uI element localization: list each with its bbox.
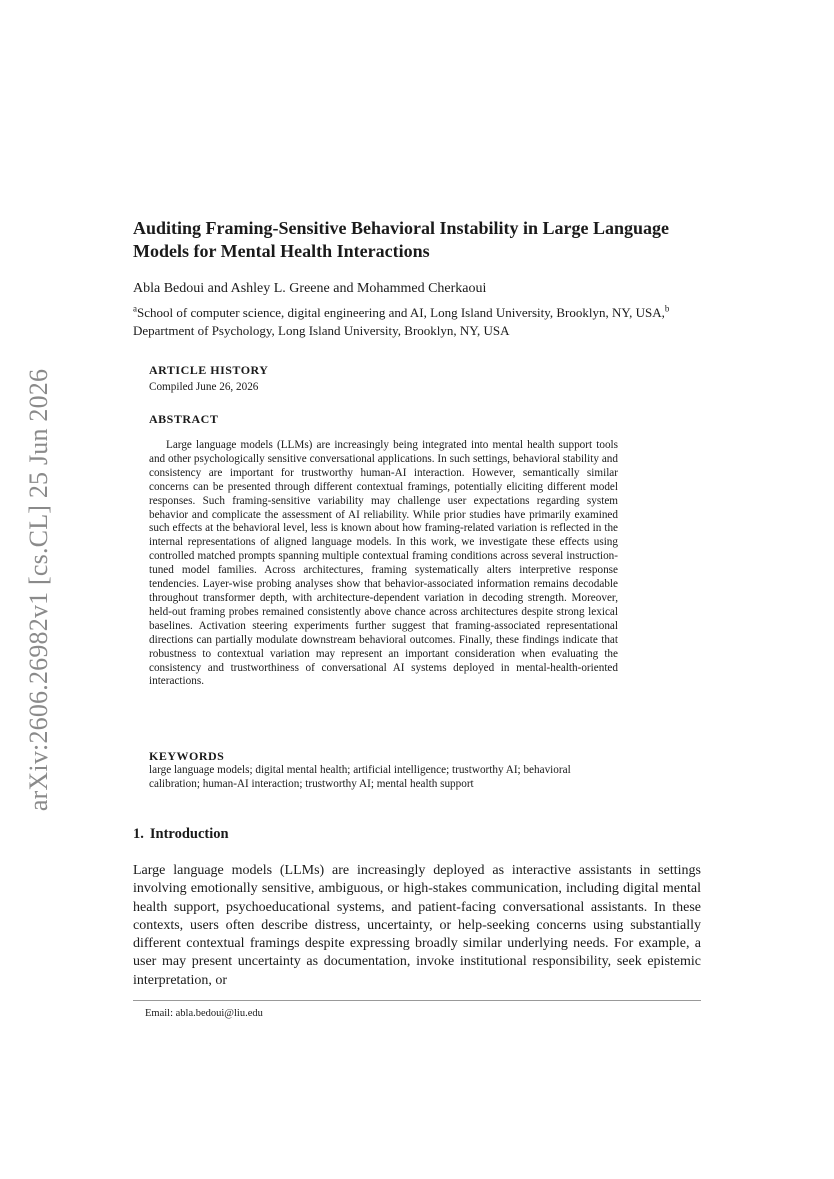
compiled-date: Compiled June 26, 2026 — [149, 381, 259, 393]
footnote-divider — [133, 1000, 701, 1001]
section-title: Introduction — [149, 826, 229, 842]
affiliation-a: School of computer science, digital engineering and AI, Long Island University, Brooklyn, NY, USA, — [137, 305, 665, 320]
affiliation-mark-a: a — [133, 303, 137, 314]
author-list: Abla Bedoui and Ashley L. Greene and Mohammed Cherkaoui — [133, 281, 487, 296]
arxiv-identifier: arXiv:2606.26982v1 [cs.CL] 25 Jun 2026 — [24, 368, 53, 812]
article-history-heading: ARTICLE HISTORY — [149, 363, 269, 377]
abstract-text: Large language models (LLMs) are increasingly being integrated into mental health support tools and other psychologically sensitive conversational applications. In such settings, behavioral stability and consistency are important for trustworthy human-AI interaction. However, semantically similar concerns can be presented through different contextual framings, potentially eliciting different model responses. Such framing-sensitive variability may challenge user expectations regarding system behavior and complicate the assessment of AI reliability. While prior studies have primarily examined such effects at the behavioral level, less is known about how framing-related variation is reflected in the internal representations of aligned language models. In this work, we investigate these effects using controlled matched prompts spanning multiple contextual framing conditions across several instruction-tuned model families. Across architectures, framing systematically alters interpretive response tendencies. Layer-wise probing analyses show that behavior-associated information remains decodable throughout transformer depth, with architecture-dependent variation in decoding strength. Moreover, held-out framing probes remained consistently above chance across architectures despite strong lexical baselines. Activation steering experiments further suggest that framing-associated representational directions can partially modulate downstream behavioral outcomes. Finally, these findings indicate that robustness to contextual variation may represent an important consideration when evaluating the consistency and trustworthiness of conversational AI systems deployed in mental-health-oriented interactions. — [149, 439, 618, 688]
affiliation-block — [133, 304, 708, 339]
affiliation-mark-b: b — [664, 303, 670, 314]
keywords-heading: KEYWORDS — [149, 749, 225, 763]
introduction-paragraph: Large language models (LLMs) are increasingly deployed as interactive assistants in settings involving emotionally sensitive, ambiguous, or high-stakes communication, including digital mental health support, psychoeducational systems, and patient-facing conversational assistants. In these contexts, users often describe distress, uncertainty, or help-seeking concerns using substantially different contextual framings despite expressing broadly similar underlying needs. For example, a user may present uncertainty as documentation, invoke institutional responsibility, seek epistemic interpretation, or — [133, 863, 701, 988]
footnote-email: Email: abla.bedoui@liu.edu — [145, 1008, 263, 1019]
affiliation-b: Department of Psychology, Long Island University, Brooklyn, NY, USA — [133, 322, 510, 338]
keywords-text: large language models; digital mental health; artificial intelligence; trustworthy AI; behavioral calibration; human-AI interaction; trustworthy AI; mental health support — [149, 764, 571, 790]
paper-title: Auditing Framing-Sensitive Behavioral Instability in Large Language Models for Mental Health Interactions — [133, 218, 670, 261]
abstract-heading: ABSTRACT — [149, 412, 219, 426]
section-heading-introduction — [133, 826, 229, 843]
arxiv-identifier-margin — [24, 345, 54, 835]
section-number: 1. — [133, 826, 144, 842]
